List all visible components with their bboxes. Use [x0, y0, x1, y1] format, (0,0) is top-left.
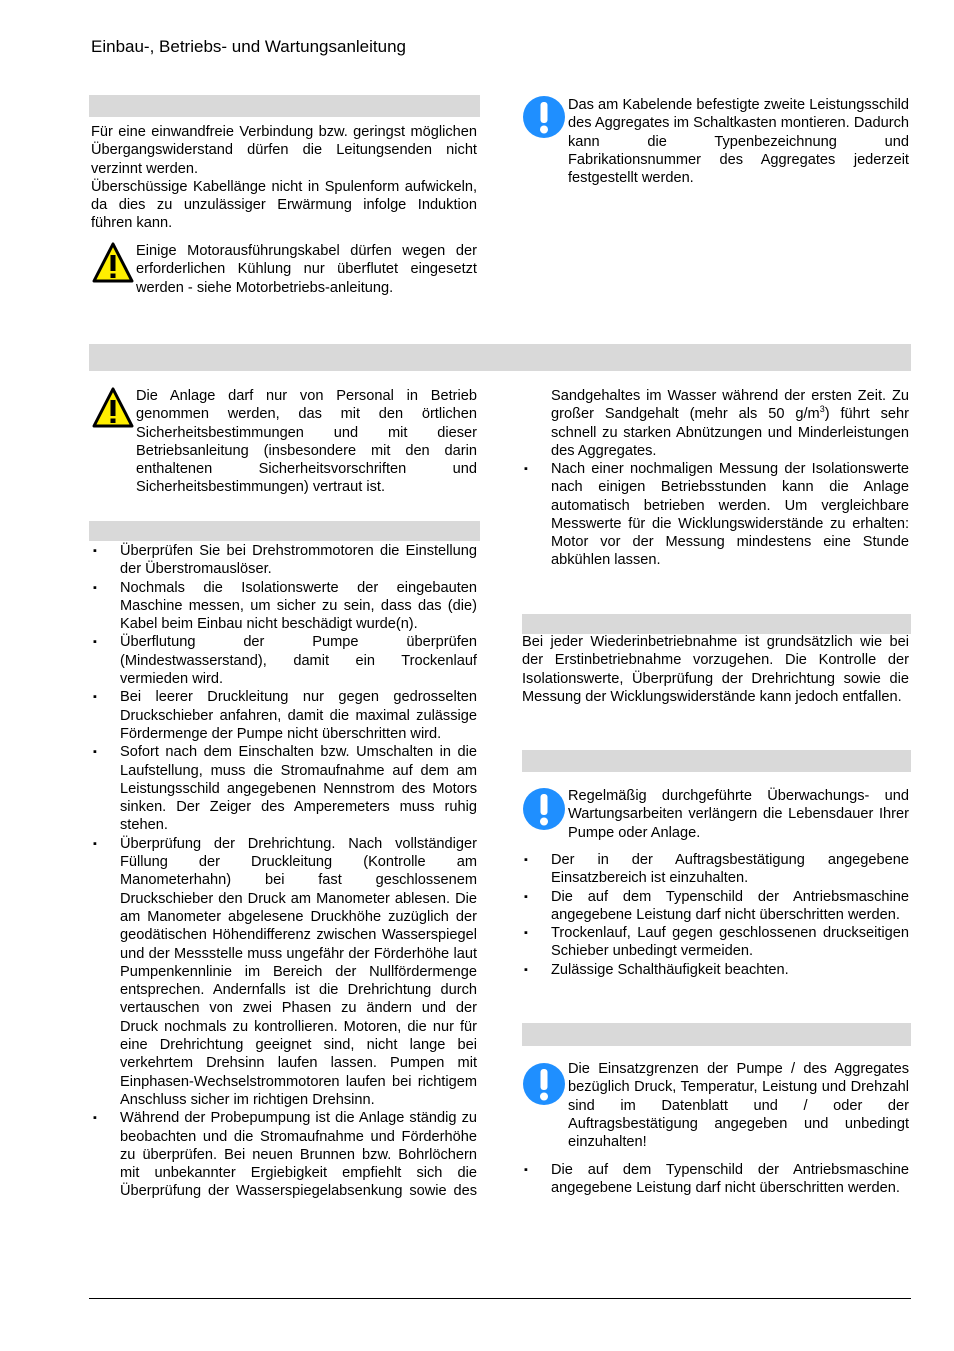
restart-text	[522, 633, 909, 706]
list-item: ▪ Die auf dem Typenschild der Antriebsmaschine angegebene Leistung darf nicht überschritten werden.	[522, 888, 909, 925]
info-text-rating-plate: Das am Kabelende befestigte zweite Leistungsschild des Aggregates im Schaltkasten montieren. Dadurch kann die Typenbezeichnung und Fabrikationsnummer des Aggregates jederzeit festgestellt werden.	[568, 97, 909, 187]
list-item: ▪ Überflutung der Pumpe überprüfen (Mindestwasserstand), damit ein Trockenlauf vermieden wird.	[91, 633, 477, 688]
exclamation-circle-icon	[522, 787, 566, 831]
section-bar-commissioning	[89, 344, 911, 371]
warning-text-cooling: Einige Motorausführungskabel dürfen wegen der erforderlichen Kühlung nur überflutet eingesetzt werden - siehe Motorbetriebs-anleitung.	[136, 243, 477, 296]
list-item: ▪ Bei leerer Druckleitung nur gegen gedrosselten Druckschieber anfahren, damit die maximal zulässige Fördermenge der Pumpe nicht überschritten wird.	[91, 688, 477, 743]
commissioning-checklist	[91, 542, 477, 1201]
section-bar-restart	[522, 614, 911, 634]
limits-checklist	[522, 1161, 909, 1198]
commissioning-continuation	[551, 387, 909, 460]
info-note-maintenance	[522, 787, 909, 847]
list-item: ▪ Der in der Auftragsbestätigung angegebene Einsatzbereich ist einzuhalten.	[522, 851, 909, 888]
list-item: ▪ Überprüfen Sie bei Drehstrommotoren die Einstellung der Überstromauslöser.	[91, 542, 477, 579]
exclamation-circle-icon	[522, 1062, 566, 1106]
list-item: ▪ Trockenlauf, Lauf gegen geschlossenen druckseitigen Schieber unbedingt vermeiden.	[522, 924, 909, 961]
list-item: ▪ Die auf dem Typenschild der Antriebsmaschine angegebene Leistung darf nicht überschritten werden.	[522, 1161, 909, 1198]
commissioning-checklist-right	[522, 460, 909, 570]
list-item: ▪ Überprüfung der Drehrichtung. Nach vollständiger Füllung der Druckleitung (Kontrolle am Manometerhahn) bei fast geschlossenem Druckschieber den Druck am Manometer ablesen. Die am Manometer abgelesene Druckhöhe zuzüglich der geodätischen Höhendifferenz zwischen Wasserspiegel und der Messstelle muss ungefähr der Förderhöhe laut Pumpenkennlinie im Bereich der Nullfördermenge entsprechen. Andernfalls ist die Drehrichtung durch vertauschen von zwei Phasen zu ändern und der Druck nochmals zu kontrollieren. Motoren, die nur für eine Drehrichtung geeignet sind, nicht lange bei verkehrtem Drehsinn laufen lassen. Pumpen mit Einphasen-Wechselstrommotoren laufen bei richtigem Anschluss sicher im richtigen Drehsinn.	[91, 835, 477, 1109]
warning-text-personnel: Die Anlage darf nur von Personal in Betrieb genommen werden, das mit den örtlichen Sicherheitsbestimmungen und mit dieser Betriebsanleitung (insbesondere mit den darin enthaltenen Sicherheitsvorschriften und Sicherheitsbestimmungen) vertraut ist.	[136, 388, 477, 496]
list-item: ▪ Sofort nach dem Einschalten bzw. Umschalten in die Laufstellung, muss die Stromaufnahme auf dem am Leistungsschild angegebenen Nennstrom des Motors sinken. Der Zeiger des Amperemeters muss ruhig stehen.	[91, 743, 477, 834]
maintenance-checklist	[522, 851, 909, 979]
paragraph-connection: Für eine einwandfreie Verbindung bzw. geringst möglichen Übergangswiderstand dürfen die Leitungsenden nicht verzinnt werden.	[91, 124, 477, 177]
continuation-text-a: Sandgehaltes im Wasser während der ersten Zeit. Zu großer Sandgehalt (mehr als 50 g/m	[551, 388, 909, 423]
warning-triangle-icon	[91, 241, 135, 285]
paragraph-restart: Bei jeder Wiederinbetriebnahme ist grundsätzlich wie bei der Erstinbetriebnahme vorzugehen. Die Kontrolle der Isolationswerte, Überprüfung der Drehrichtung sowie die Messung der Wicklungswiderstände kann jedoch entfallen.	[522, 634, 909, 705]
info-text-maintenance: Regelmäßig durchgeführte Überwachungs- und Wartungsarbeiten verlängern die Lebensdauer Ihrer Pumpe oder Anlage.	[568, 788, 909, 841]
section-bar-limits	[522, 1023, 911, 1046]
cable-connection-text	[91, 123, 477, 233]
info-note-rating-plate	[522, 95, 909, 195]
paragraph-cable-length: Überschüssige Kabellänge nicht in Spulenform aufwickeln, da dies zu unzulässiger Erwärmung infolge Induktion führen kann.	[91, 178, 477, 232]
warning-note-personnel	[91, 386, 477, 501]
list-item: ▪ Zulässige Schalthäufigkeit beachten.	[522, 961, 909, 979]
section-bar-cable-connection	[89, 95, 480, 117]
warning-triangle-icon	[91, 386, 135, 430]
info-note-limits	[522, 1060, 909, 1155]
info-text-limits: Die Einsatzgrenzen der Pumpe / des Aggregates bezüglich Druck, Temperatur, Leistung und Drehzahl sind im Datenblatt und / oder der Auftragsbestätigung angegeben und unbedingt einzuhalten!	[568, 1061, 909, 1151]
warning-note-cooling	[91, 241, 477, 321]
section-bar-maintenance	[522, 750, 911, 772]
list-item: ▪ Nochmals die Isolationswerte der eingebauten Maschine messen, um sicher zu sein, dass das (die) Kabel beim Einbau nicht beschädigt wurde(n).	[91, 579, 477, 634]
exclamation-circle-icon	[522, 95, 566, 139]
page-header-title: Einbau-, Betriebs- und Wartungsanleitung	[91, 37, 406, 56]
superscript: 3	[819, 404, 825, 415]
continuation-text-b: ) führt sehr schnell zu starken Abnützungen und Minderleistungen des Aggregates.	[551, 406, 909, 459]
list-item: ▪ Nach einer nochmaligen Messung der Isolationswerte nach einigen Betriebsstunden kann die Anlage automatisch betrieben werden. Um vergleichbare Messwerte für die Wicklungswiderstände zu erhalten: Motor vor der Messung mindestens eine Stunde abkühlen lassen.	[522, 460, 909, 570]
list-item: ▪ Während der Probepumpung ist die Anlage ständig zu beobachten und die Stromaufnahme und Förderhöhe zu überprüfen. Bei neuen Brunnen bzw. Bohrlöchern mit unbekannter Ergiebigkeit empfiehlt sich die Überprüfung der Wasserspiegelabsenkung sowie des	[91, 1109, 477, 1200]
footer-rule	[89, 1298, 911, 1299]
section-bar-first-start	[89, 521, 480, 541]
